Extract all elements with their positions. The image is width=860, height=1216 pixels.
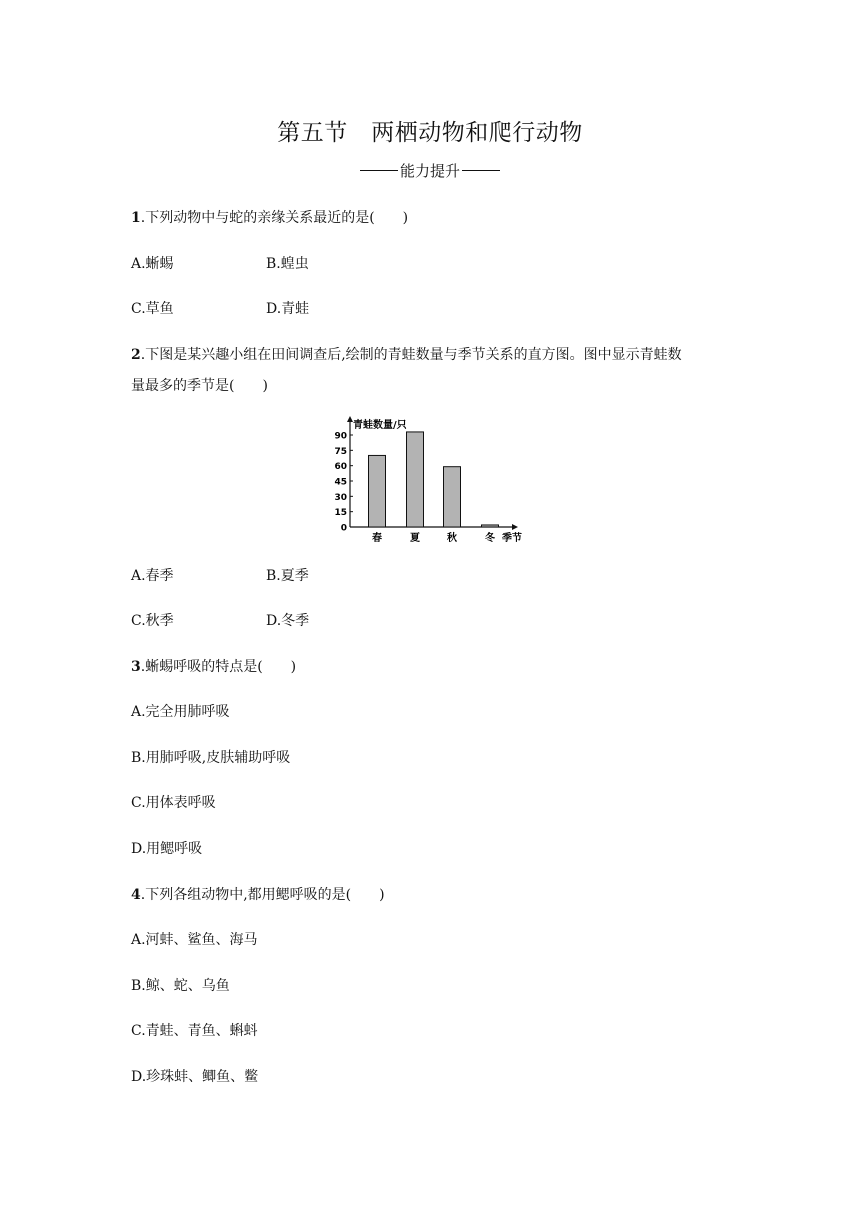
- x-tick-label: 夏: [410, 533, 420, 544]
- question-3-option-c: C.用体表呼吸: [131, 795, 216, 811]
- bar-3: [444, 467, 461, 527]
- section-subtitle: [0, 160, 860, 181]
- x-tick-label: 春: [372, 533, 382, 544]
- question-4-text: .下列各组动物中,都用鳃呼吸的是( ): [140, 887, 385, 903]
- y-tick-label: 45: [334, 477, 347, 488]
- question-2-option-a: A.春季: [131, 568, 174, 584]
- question-3-text: .蜥蜴呼吸的特点是( ): [140, 659, 297, 675]
- frog-season-bar-chart: [330, 408, 530, 548]
- subtitle-rule-right: [462, 170, 500, 171]
- y-tick-label: 60: [334, 462, 347, 473]
- question-1-option-b: B.蝗虫: [266, 256, 309, 272]
- y-tick-label: 0: [340, 523, 347, 534]
- x-axis-arrow: [512, 524, 518, 530]
- y-tick-label: 15: [334, 508, 347, 519]
- question-3-number: 3: [131, 659, 141, 675]
- question-1-text: .下列动物中与蛇的亲缘关系最近的是( ): [140, 210, 409, 226]
- bar-4: [482, 525, 499, 527]
- question-1-option-c: C.草鱼: [131, 301, 174, 317]
- question-2-number: 2: [131, 347, 141, 363]
- subtitle-rule-left: [360, 170, 398, 171]
- question-1-option-a: A.蜥蜴: [131, 256, 174, 272]
- y-tick-label: 30: [334, 492, 347, 503]
- y-axis-label: 青蛙数量/只: [353, 420, 407, 431]
- x-tick-label: 冬: [485, 533, 495, 544]
- question-3-option-b: B.用肺呼吸,皮肤辅助呼吸: [131, 750, 291, 766]
- question-4-option-a: A.河蚌、鲨鱼、海马: [131, 932, 258, 948]
- subtitle-text: 能力提升: [399, 162, 460, 180]
- question-2-option-b: B.夏季: [266, 568, 309, 584]
- question-2-stem-line2: 量最多的季节是( ): [131, 378, 268, 394]
- bar-2: [407, 432, 424, 527]
- question-2-option-c: C.秋季: [131, 613, 174, 629]
- question-4-stem: [131, 885, 385, 905]
- question-3-stem: [131, 657, 296, 677]
- page-title: 第五节 两栖动物和爬行动物: [277, 120, 583, 146]
- bar-1: [369, 455, 386, 527]
- x-tick-label: 秋: [447, 533, 457, 544]
- y-tick-label: 90: [334, 431, 347, 442]
- question-4-option-b: B.鲸、蛇、乌鱼: [131, 978, 230, 994]
- question-4-number: 4: [131, 887, 141, 903]
- question-2-option-d: D.冬季: [266, 613, 310, 629]
- question-1-number: 1: [131, 210, 141, 226]
- question-1-option-d: D.青蛙: [266, 301, 310, 317]
- question-1-stem: [131, 208, 408, 228]
- question-3-option-d: D.用鳃呼吸: [131, 841, 203, 857]
- question-2-text-line1: .下图是某兴趣小组在田间调查后,绘制的青蛙数量与季节关系的直方图。图中显示青蛙数: [140, 347, 682, 363]
- question-2-stem-line1: [131, 345, 682, 365]
- question-3-option-a: A.完全用肺呼吸: [131, 704, 230, 720]
- question-4-option-c: C.青蛙、青鱼、蝌蚪: [131, 1023, 258, 1039]
- x-axis-label: 季节: [502, 533, 522, 544]
- y-tick-label: 75: [334, 446, 347, 457]
- question-4-option-d: D.珍珠蚌、鲫鱼、鳖: [131, 1069, 259, 1085]
